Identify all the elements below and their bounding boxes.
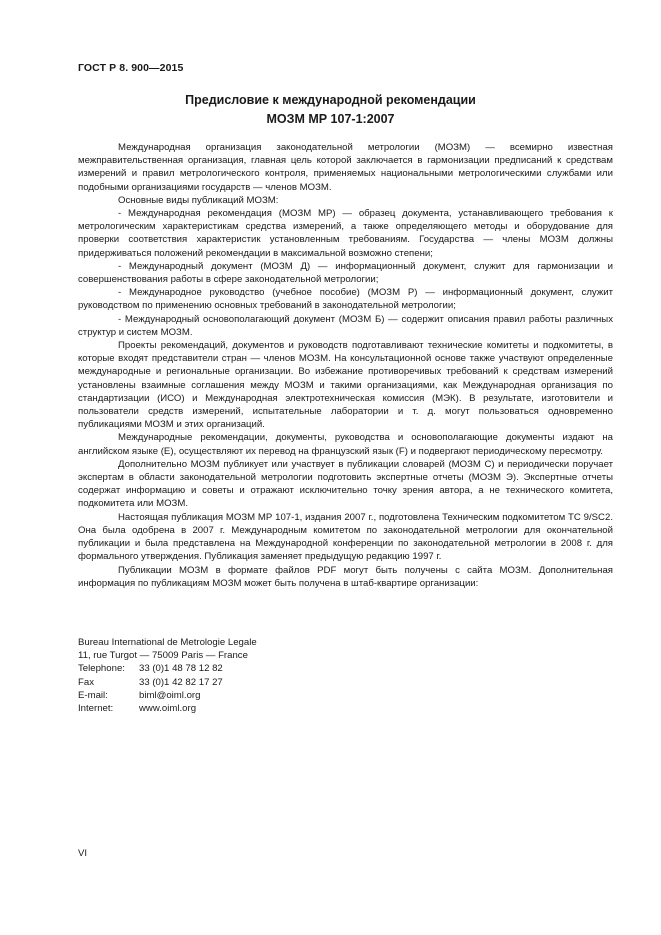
paragraph-this-publication: Настоящая публикация МОЗМ МР 107-1, издания 2007 г., подготовлена Техническим подкомитетом ТС 9/SC2. Она была одобрена в 2007 г. Международным комитетом по законодательной метрологии для окончательной публикации и была представлена на Международной конференции по законодательной метрологии в 2008 г. для формального утверждения. Публикация заменяет предыдущую редакцию 1997 г. (78, 511, 613, 563)
contact-internet (78, 702, 257, 715)
contact-block (78, 636, 257, 715)
contact-email-value: biml@oiml.org (139, 689, 201, 701)
contact-fax-label: Fax (78, 676, 94, 688)
contact-internet-value: www.oiml.org (139, 703, 197, 715)
contact-email (78, 689, 257, 702)
paragraph-publication-types: Основные виды публикаций МОЗМ: (118, 194, 279, 206)
document-header: ГОСТ Р 8. 900—2015 (78, 62, 184, 74)
contact-email-label: E-mail: (78, 689, 108, 701)
preface-body (78, 141, 613, 590)
page-number: VI (78, 848, 88, 859)
section-subtitle: МОЗМ МР 107-1:2007 (266, 112, 395, 126)
paragraph-pdf-availability: Публикации МОЗМ в формате файлов PDF могут быть получены с сайта МОЗМ. Дополнительная информация по публикациям МОЗМ может быть получена в штаб-квартире организации: (78, 564, 613, 589)
paragraph-intro: Международная организация законодательной метрологии (МОЗМ) — всемирно известная межправительственная организация, главная цель которой заключается в гармонизации предписаний к средствам измерений и правил метрологического контроля, применяемых национальными метрологическими службами или подобными организациями государств — членов МОЗМ. (78, 142, 613, 193)
list-item-guide: - Международное руководство (учебное пособие) (МОЗМ Р) — информационный документ, служит руководством по применению основных требований в законодательной метрологии; (78, 287, 613, 312)
paragraph-drafts: Проекты рекомендаций, документов и руководств подготавливают технические комитеты и подкомитеты, в которые входят представители стран — членов МОЗМ. На консультационной основе также участвуют определенные международные и региональные организации. Во избежание противоречивых требований к средствам измерений установлены взаимные соглашения между МОЗМ и такими организациями, как Международная организация по стандартизации (ИСО) и Международная электротехническая комиссия (МЭК). В результате, изготовители и пользователи средств измерений, испытательные лаборатории и т. д. могут пользоваться одновременно публикациями МОЗМ и этих организаций. (78, 340, 613, 431)
contact-org: Bureau International de Metrologie Legale (78, 637, 257, 648)
contact-address: 11, rue Turgot — 75009 Paris — France (78, 650, 248, 662)
contact-telephone (78, 662, 257, 675)
contact-fax (78, 676, 257, 689)
section-title: Предисловие к международной рекомендации (185, 93, 476, 107)
list-item-basic-document: - Международный основополагающий документ (МОЗМ Б) — содержит описания правил работы различных структур и систем МОЗМ. (78, 313, 613, 338)
list-item-document: - Международный документ (МОЗМ Д) — информационный документ, служит для гармонизации и совершенствования работы в сфере законодательной метрологии; (78, 260, 613, 286)
paragraph-vocabularies: Дополнительно МОЗМ публикует или участвует в публикации словарей (МОЗМ С) и периодически поручает экспертам в области законодательной метрологии подготовить экспертные отчеты (МОЗМ Э). Экспертные отчеты содержат информацию и советы и отражают исключительно точку зрения автора, а не технического комитета, подкомитета или МОЗМ. (78, 458, 613, 510)
contact-internet-label: Internet: (78, 703, 114, 715)
contact-fax-value: 33 (0)1 42 82 17 27 (139, 676, 223, 688)
paragraph-languages: Международные рекомендации, документы, руководства и основополагающие документы издают на английском языке (Е), осуществляют их перевод на французский язык (F) и подвергают периодическому пересмотру. (78, 432, 613, 457)
list-item-recommendation: - Международная рекомендация (МОЗМ МР) — образец документа, устанавливающего требования к метрологическим характеристикам средства измерений, а также определяющего методы и оборудование для проверки соответствия характеристик установленным требованиям. Государства — члены МОЗМ должны придерживаться положений рекомендации в максимальной возможно степени; (78, 208, 613, 259)
contact-telephone-label: Telephone: (78, 663, 125, 675)
contact-telephone-value: 33 (0)1 48 78 12 82 (139, 663, 223, 675)
